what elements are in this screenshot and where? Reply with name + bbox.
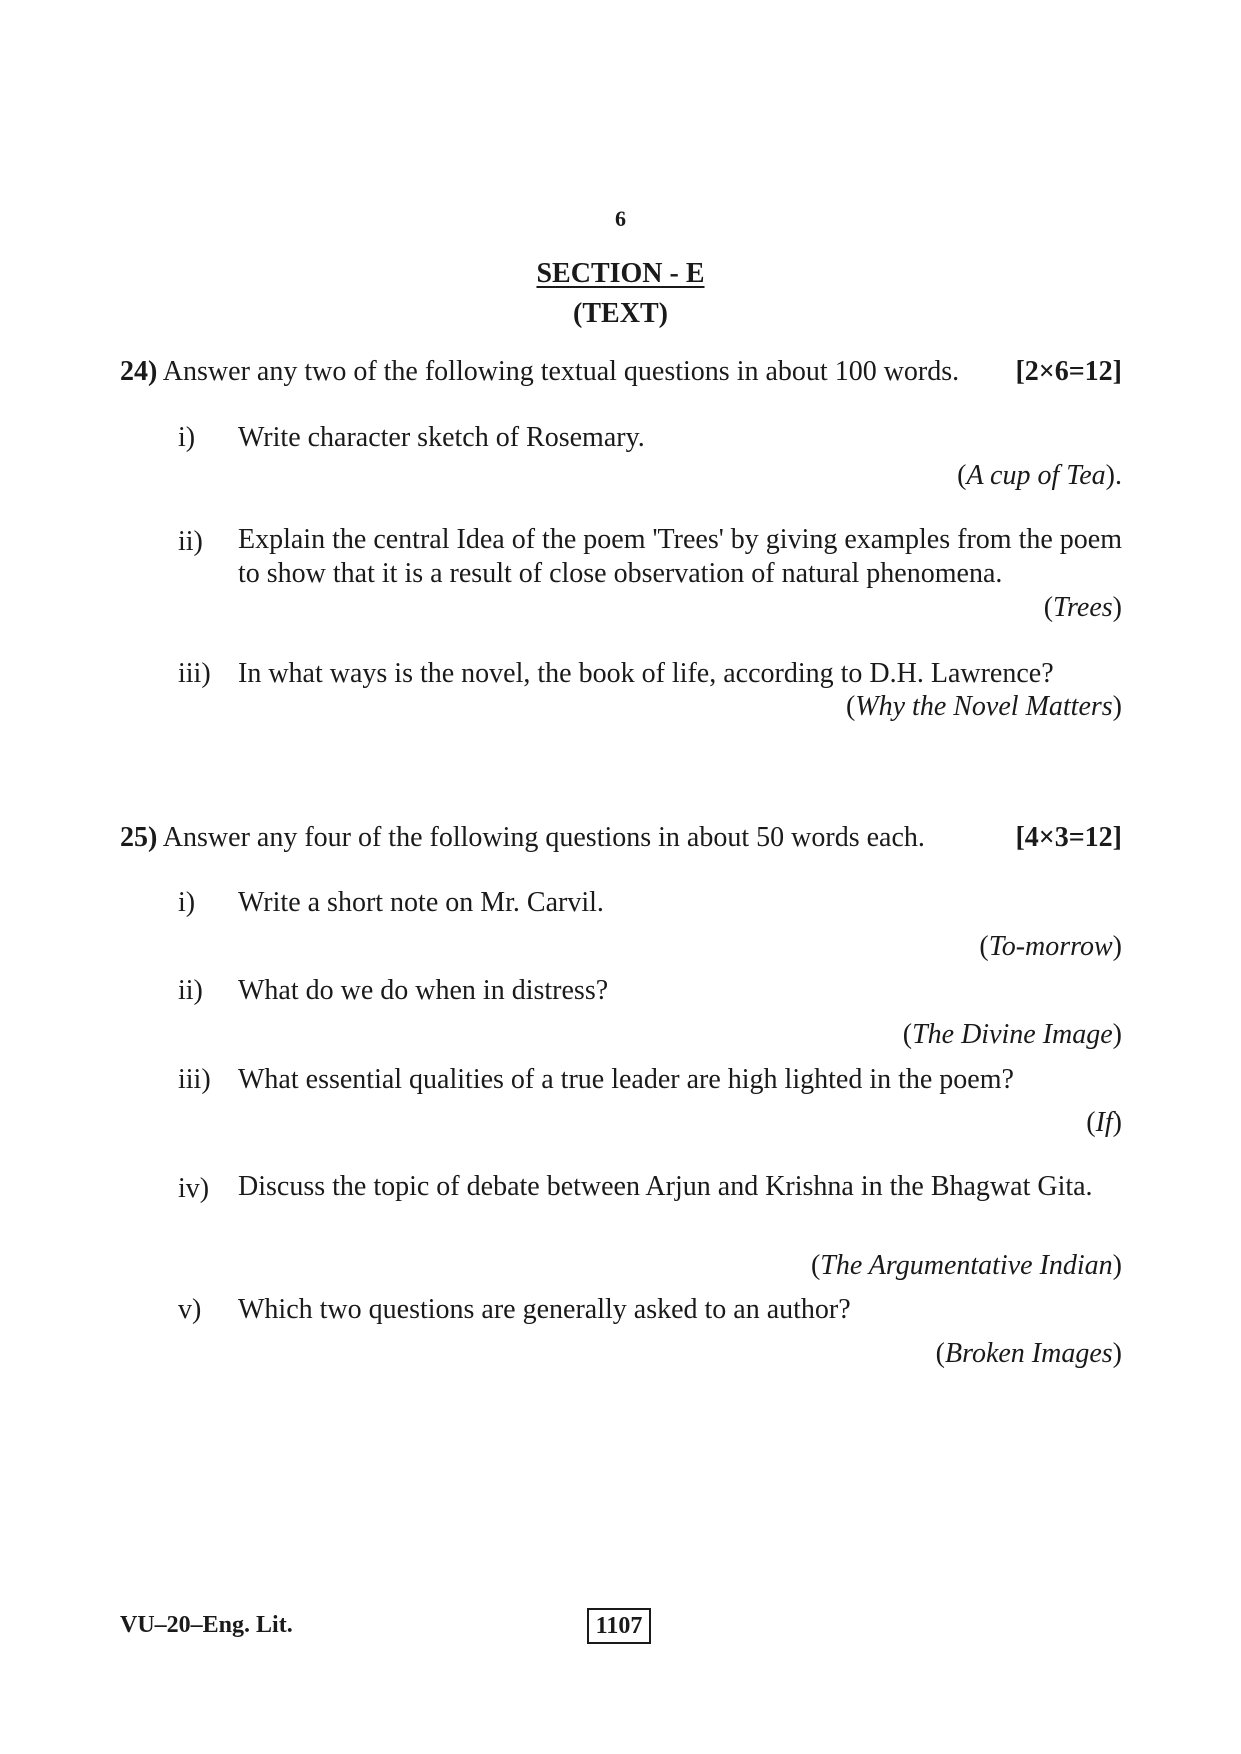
q25-item-iii-source: (If)	[1086, 1107, 1122, 1138]
item-roman: ii)	[178, 975, 203, 1006]
item-roman: ii)	[178, 526, 203, 557]
item-roman: iv)	[178, 1173, 210, 1204]
source-title: The Divine Image	[912, 1019, 1113, 1050]
section-title-text: SECTION - E	[536, 258, 705, 289]
question-number: 25)	[120, 822, 158, 853]
q25-item-v-source: (Broken Images)	[935, 1338, 1122, 1369]
item-text: Explain the central Idea of the poem 'Trees' by giving examples from the poem to show that it is a result of close observation of natural phenomena.	[238, 524, 1122, 589]
question-marks: [2×6=12]	[1015, 356, 1122, 387]
source-title: A cup of Tea	[966, 460, 1106, 491]
q24-item-i-source: (A cup of Tea).	[957, 460, 1122, 491]
item-text: Which two questions are generally asked to an author?	[238, 1294, 851, 1325]
source-title: Trees	[1053, 592, 1113, 623]
item-text: Write a short note on Mr. Carvil.	[238, 887, 604, 918]
source-title: If	[1095, 1107, 1113, 1138]
section-subtitle: (TEXT)	[573, 298, 668, 329]
item-roman: iii)	[178, 658, 211, 689]
question-25-text	[120, 820, 925, 856]
footer-paper-code: VU–20–Eng. Lit.	[120, 1612, 293, 1638]
item-roman: i)	[178, 422, 196, 453]
question-25	[120, 820, 1122, 856]
question-prompt: Answer any two of the following textual questions in about 100 words.	[162, 356, 960, 387]
item-text: Write character sketch of Rosemary.	[238, 422, 645, 453]
q24-item-ii-source: (Trees)	[1043, 592, 1122, 623]
question-number: 24)	[120, 356, 158, 387]
source-title: Why the Novel Matters	[855, 691, 1113, 722]
section-title	[0, 258, 1241, 290]
page-number: 6	[615, 206, 626, 231]
item-roman: v)	[178, 1294, 202, 1325]
item-text: What essential qualities of a true leader are high lighted in the poem?	[238, 1064, 1014, 1095]
q25-item-iv-source: (The Argumentative Indian)	[810, 1250, 1122, 1281]
source-title: Broken Images	[944, 1338, 1113, 1369]
item-text: What do we do when in distress?	[238, 975, 609, 1006]
source-title: The Argumentative Indian	[820, 1250, 1113, 1281]
q25-item-ii-source: (The Divine Image)	[902, 1019, 1122, 1050]
q25-item-i-source: (To-morrow)	[979, 931, 1122, 962]
item-roman: i)	[178, 887, 196, 918]
item-text: Discuss the topic of debate between Arjun and Krishna in the Bhagwat Gita.	[238, 1171, 1093, 1202]
footer-page-code-box: 1107	[587, 1608, 651, 1644]
q24-item-iii-source: (Why the Novel Matters)	[845, 691, 1122, 722]
item-text: In what ways is the novel, the book of life, according to D.H. Lawrence?	[238, 658, 1054, 689]
question-24	[120, 354, 1122, 390]
item-roman: iii)	[178, 1064, 211, 1095]
question-prompt: Answer any four of the following questions in about 50 words each.	[162, 822, 925, 853]
question-24-text	[120, 354, 959, 390]
source-title: To-morrow	[988, 931, 1113, 962]
question-marks: [4×3=12]	[1015, 822, 1122, 853]
